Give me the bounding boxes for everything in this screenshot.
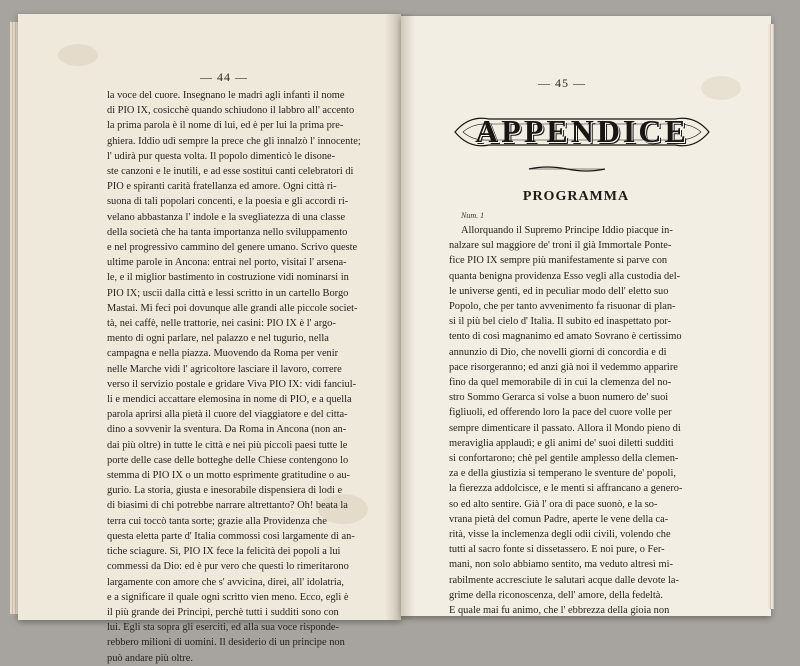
text-line: e nel progressivo cammino del genere umano. Scrivo queste: [107, 242, 358, 254]
text-line: rità, visse la inclemenza degli odii civili, volendo che: [449, 529, 671, 541]
appendix-title-text: APPENDICE: [475, 113, 689, 149]
text-line: la fierezza addolcisce, e le menti si affrancano a genero-: [449, 483, 683, 495]
right-page-text: [449, 223, 759, 618]
text-line: nalzare sul maggiore de' troni il già Immortale Ponte-: [449, 240, 672, 252]
text-line: meraviglia applaudì; e gli animi de' suoi diletti sudditi: [449, 437, 674, 449]
text-line: la prima parola è il nome di lui, ed è per lui la prima pre-: [107, 120, 344, 132]
text-line: suona di tali popolari concenti, e la poesia e gli accordi ri-: [107, 196, 349, 208]
text-line: annunzio di Dio, che novelli giorni di concordia e di: [449, 346, 667, 358]
text-line: mento di ogni parlare, nel palazzo e nel tugurio, nella: [107, 333, 329, 345]
text-line: Popolo, che per tanto avvenimento fa risuonar di plan-: [449, 301, 676, 313]
text-line: nelle Marche vidi l' agricoltore lasciare il lavoro, correre: [107, 363, 342, 375]
text-line: largamente con amore che s' avvicina, direi, all' idolatria,: [107, 576, 344, 588]
left-page: [18, 14, 401, 664]
text-line: fice PIO IX sempre più manifestamente si parve con: [449, 255, 668, 267]
text-line: l' udirà pur questa volta. Il popolo dimenticò le disone-: [107, 150, 336, 162]
text-line: si confortarono; chè pel gentile amplesso della clemen-: [449, 453, 679, 465]
text-line: gurio. La storia, giusta e inesorabile dispensiera di lodi e: [107, 485, 343, 497]
text-line: figliuoli, ed offerendo loro la pace del cuore volle per: [449, 407, 672, 419]
text-line: li e mendici accattare elemosina in nome di PIO, e a quella: [107, 394, 352, 406]
text-line: questa eletta parte d' Italia commossi cosi largamente di an-: [107, 530, 355, 542]
text-line: dino a sovvenir la sventura. Da Roma in Ancona (non an-: [107, 424, 347, 436]
text-line: sempre dimenticare il passato. Allora il Mondo pieno di: [449, 422, 681, 434]
text-line: velano abbastanza l' indole e la sveglìatezza di una classe: [107, 211, 346, 223]
right-page-edges: [768, 24, 774, 609]
text-line: stemma di PIO IX o un motto esprimente gratitudine o au-: [107, 470, 350, 482]
text-line: si il più bel cielo d' Italia. Il subito ed inaspettato por-: [449, 316, 672, 328]
left-page-text: [107, 88, 375, 666]
page-number: — 44 —: [200, 70, 248, 84]
text-line: za e della giustizia si temperano le sventure de' popoli,: [449, 468, 676, 480]
text-line: tento di così magnanimo ed amato Sovrano è certissimo: [449, 331, 682, 343]
text-line: e a significare il quale ogni scritto vien meno. Ecco, egli è: [107, 591, 349, 603]
text-line: terra cui toccò tanta sorte; grazie alla Providenza che: [107, 515, 327, 527]
appendix-title: [449, 111, 715, 153]
text-line: ste canzoni e le inutili, e ad esse sostituì canti celebratori di: [107, 166, 354, 178]
text-line: può andare più oltre.: [107, 652, 193, 664]
text-line: so ed alto sentire. Già l' ora di pace suonò, e la so-: [449, 498, 658, 510]
text-line: porte delle case delle botteghe delle Chiese contengono lo: [107, 454, 349, 466]
text-line: la voce del cuore. Insegnano le madri agli infanti il nome: [107, 90, 345, 101]
text-line: verso il servizio postale e gridare Viva PIO IX: vidi fanciul-: [107, 378, 357, 390]
text-line: commessi da Dio: ed è pur vero che questi lo rimeritarono: [107, 561, 349, 573]
text-line: PIO IX; uscii dalla città e lessi scritto in un cartello Borgo: [107, 287, 349, 299]
text-line: tiche sciagure. Sì, PIO IX fece la felicità dei popoli a lui: [107, 546, 341, 558]
text-line: vrana pietà del comun Padre, aperte le vene della ca-: [449, 513, 669, 525]
text-line: E quale mai fu animo, che l' ebbrezza della gioia non: [449, 605, 670, 617]
text-line: mani, non solo abbiamo sentito, ma veduto altresì mi-: [449, 559, 673, 571]
text-line: Mastai. Mi feci poi dovunque alle grandi alle piccole societ-: [107, 302, 358, 314]
programma-heading: PROGRAMMA: [522, 189, 630, 204]
text-line: il più grande dei Principi, perchè tutti i sudditi sono con: [107, 606, 339, 618]
text-line: le, e il miglior bastimento in costruzione vidi nominarsi in: [107, 272, 349, 284]
text-line: le universe genti, ed in peculiar modo dell' eletto suo: [449, 285, 669, 297]
text-line: Allorquando il Supremo Principe Iddio piacque in-: [461, 225, 673, 236]
text-line: grime della riconoscenza, dell' amore, della fedeltà.: [449, 589, 663, 601]
text-line: pace risorgeranno; ed anzi già noi il vedemmo apparire: [449, 361, 678, 373]
text-line: ghiera. Iddio udì sempre la prece che gli innalzò l' innocente;: [107, 135, 361, 147]
text-line: rabilmente accresciute le salutari acque dalle devote la-: [449, 574, 679, 586]
text-line: PIO e spiranti carità fratellanza ed amore. Ogni città ri-: [107, 181, 337, 193]
text-line: quanta benigna providenza Esso vegli alla custodia del-: [449, 270, 681, 282]
right-page: [401, 16, 771, 616]
number-label: Num. 1: [461, 211, 485, 220]
text-line: tutti al sacro fonte si dissetassero. E noi pure, o Fer-: [449, 544, 665, 556]
text-line: rebbero milioni di uomini. Il desiderio di un principe non: [107, 637, 345, 649]
text-line: dai più oltre) in tutte le città e nei più piccoli paesi tutte le: [107, 439, 348, 451]
page-number: — 45 —: [538, 76, 586, 90]
text-line: parola aprirsi alla pietà il cuore del viaggiatore e del citta-: [107, 409, 348, 421]
text-line: fino da quel memorabile di in cui la clemenza del no-: [449, 377, 672, 389]
text-line: tà, nei caffè, nelle trattorie, nei casini: PIO IX è l' argo-: [107, 318, 336, 330]
text-line: stro Sommo Gerarca si volse a buon numero de' suoi: [449, 392, 669, 404]
text-line: di PIO IX, cosicchè quando schiudono il labbro all' accento: [107, 105, 355, 117]
text-line: ultime parole in Ancona: entrai nel porto, visitai l' arsena-: [107, 257, 347, 269]
text-line: lui. Egli sta sopra gli eserciti, ed alla sua voce risponde-: [107, 622, 339, 634]
text-line: campagna e nella piazza. Muovendo da Roma per venir: [107, 348, 339, 360]
ornamental-rule-icon: [527, 164, 607, 174]
text-line: di biasimi di chi potrebbe narrare altrettanto? Oh! beata la: [107, 500, 348, 512]
text-line: della società che ha tanta importanza nello sviluppamento: [107, 226, 348, 238]
